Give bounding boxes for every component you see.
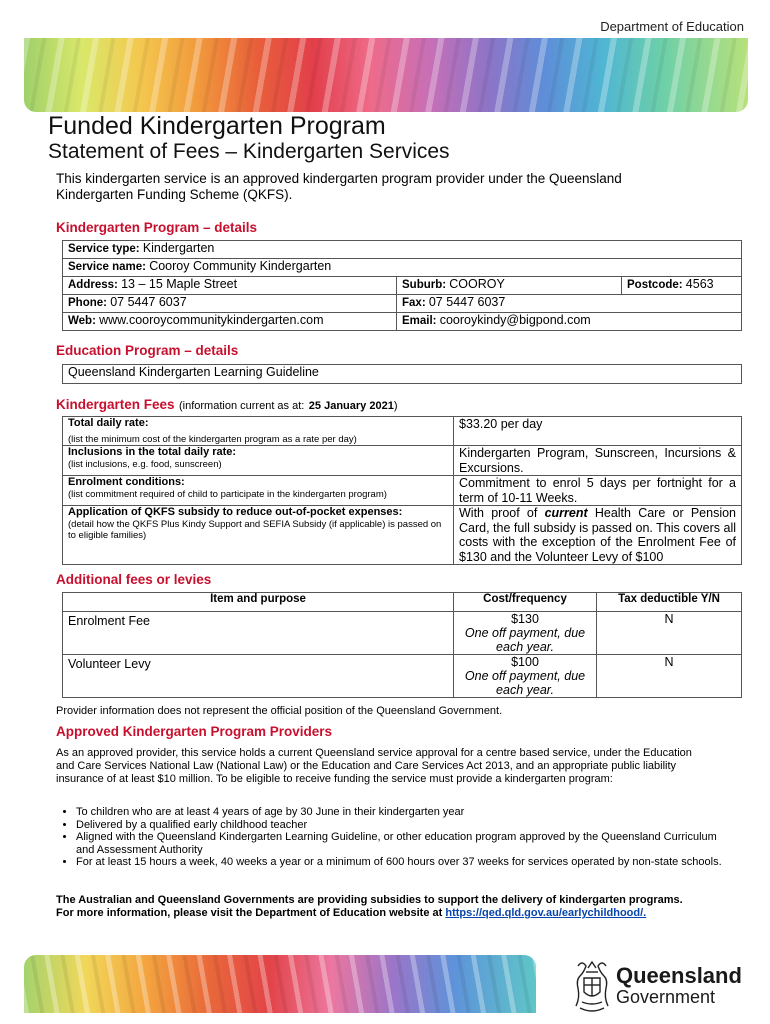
fees-row (63, 476, 742, 506)
queensland-coat-of-arms-icon (570, 958, 614, 1016)
intro-text: This kindergarten service is an approved kindergarten program provider under the Queensland Kindergarten Funding Scheme (QKFS). (56, 171, 622, 202)
levy-frequency: One off payment, due each year. (464, 669, 586, 697)
list-item: • For at least 15 hours a week, 40 weeks a year or a minimum of 600 hours over 37 weeks for services operated by non-state schools. (76, 856, 726, 869)
additional-fees-table (62, 592, 742, 698)
fees-question-cell (63, 476, 454, 506)
fees-row (63, 506, 742, 565)
education-program-value: Queensland Kindergarten Learning Guideline (63, 365, 742, 384)
fees-hint: (list inclusions, e.g. food, sunscreen) (68, 459, 222, 470)
fax-label: Fax: (402, 297, 426, 309)
fees-question: Inclusions in the total daily rate: (68, 446, 237, 458)
phone-label: Phone: (68, 297, 107, 309)
list-item: • Delivered by a qualified early childhood teacher (76, 819, 726, 832)
phone-cell (63, 295, 397, 313)
fees-hint: (list the minimum cost of the kindergarten program as a rate per day) (68, 434, 357, 445)
fees-question-cell (63, 446, 454, 476)
fees-table (62, 416, 742, 565)
approved-providers-heading: Approved Kindergarten Program Providers (56, 724, 333, 739)
fees-question-cell (63, 417, 454, 446)
email-cell (397, 313, 742, 331)
service-type-value: Kindergarten (142, 241, 215, 255)
department-name: Department of Education (600, 19, 744, 34)
fees-answer-pre: With proof of (459, 506, 545, 520)
levy-cost-cell (454, 655, 597, 698)
approved-criteria-list (56, 806, 726, 869)
education-heading: Education Program – details (56, 343, 239, 358)
fees-info-date: 25 January 2021 (308, 400, 394, 412)
fees-question: Total daily rate: (68, 417, 149, 429)
web-label: Web: (68, 315, 96, 327)
web-value: www.cooroycommunitykindergarten.com (99, 313, 324, 327)
education-website-link[interactable]: https://qed.qld.gov.au/earlychildhood/. (445, 907, 647, 919)
fees-hint: (list commitment required of child to participate in the kindergarten program) (68, 489, 387, 500)
suburb-value: COOROY (449, 277, 505, 291)
program-details-heading: Kindergarten Program – details (56, 220, 258, 235)
levy-cost: $100 (511, 655, 539, 669)
brand-queensland: Queensland (616, 963, 742, 988)
footer-banner-texture (24, 955, 536, 1013)
fees-heading: Kindergarten Fees (56, 397, 175, 412)
service-name-label: Service name: (68, 261, 146, 273)
table-row (63, 655, 742, 698)
levy-item: Volunteer Levy (63, 655, 454, 698)
brand-government: Government (616, 987, 716, 1007)
phone-value: 07 5447 6037 (110, 295, 187, 309)
levy-tax: N (597, 612, 742, 655)
postcode-value: 4563 (685, 277, 714, 291)
closing-text: The Australian and Queensland Governments are providing subsidies to support the delivery of kindergarten programs. For more information, please visit the Department of Education website at (56, 894, 683, 919)
address-cell (63, 277, 397, 295)
approved-paragraph: As an approved provider, this service holds a current Queensland service approval for a centre based service, under the Education and Care Services National Law (National Law) or the Education and Care Services Act 2013, and an appropriate public liability insurance of at least $10 million. To be eligible to receive funding the service must provide a kindergarten program: (56, 747, 692, 785)
fees-question-cell (63, 506, 454, 565)
web-cell (63, 313, 397, 331)
postcode-label: Postcode: (627, 279, 683, 291)
column-header-item: Item and purpose (63, 593, 454, 612)
column-header-cost: Cost/frequency (454, 593, 597, 612)
fees-hint: (detail how the QKFS Plus Kindy Support and SEFIA Subsidy (if applicable) is passed on to eligible families) (68, 519, 442, 541)
fees-answer-post: Health Care or Pension Card, the full subsidy is passed on. This covers all costs with the exception of the Enrolment Fee of $130 and the Volunteer Levy of $100 (459, 506, 737, 564)
program-details-table (62, 240, 742, 331)
address-label: Address: (68, 279, 118, 291)
fees-answer-emphasis: current (544, 506, 588, 520)
closing-note (56, 894, 696, 920)
service-type-label: Service type: (68, 243, 140, 255)
additional-fees-heading: Additional fees or levies (56, 572, 212, 587)
email-label: Email: (402, 315, 437, 327)
fees-answer: Kindergarten Program, Sunscreen, Incursions & Excursions. (454, 446, 742, 476)
service-name-cell (63, 259, 742, 277)
header-banner-texture (24, 38, 748, 112)
levy-tax: N (597, 655, 742, 698)
fees-info-suffix: ) (393, 400, 398, 412)
education-table (62, 364, 742, 384)
suburb-label: Suburb: (402, 279, 447, 291)
levy-frequency: One off payment, due each year. (464, 626, 586, 654)
address-value: 13 – 15 Maple Street (121, 277, 238, 291)
table-row (63, 612, 742, 655)
page-title: Funded Kindergarten Program (48, 112, 386, 140)
fax-cell (397, 295, 742, 313)
email-value: cooroykindy@bigpond.com (439, 313, 591, 327)
fees-row (63, 417, 742, 446)
column-header-tax: Tax deductible Y/N (597, 593, 742, 612)
fees-question: Enrolment conditions: (68, 476, 185, 488)
fees-question: Application of QKFS subsidy to reduce out-of-pocket expenses: (68, 506, 403, 518)
disclaimer: Provider information does not represent the official position of the Queensland Government. (56, 705, 503, 717)
levy-item: Enrolment Fee (63, 612, 454, 655)
service-name-value: Cooroy Community Kindergarten (149, 259, 332, 273)
fees-answer: $33.20 per day (454, 417, 742, 446)
fees-answer (454, 506, 742, 565)
levy-cost: $130 (511, 612, 539, 626)
postcode-cell (622, 277, 742, 295)
service-type-cell (63, 241, 742, 259)
fees-heading-line (56, 396, 397, 414)
list-item: • Aligned with the Queensland Kindergarten Learning Guideline, or other education program approved by the Queensland Curriculum and Assessment Authority (76, 831, 726, 856)
fees-answer: Commitment to enrol 5 days per fortnight for a term of 10-11 Weeks. (454, 476, 742, 506)
fax-value: 07 5447 6037 (428, 295, 506, 309)
suburb-cell (397, 277, 622, 295)
levy-cost-cell (454, 612, 597, 655)
list-item: • To children who are at least 4 years of age by 30 June in their kindergarten year (76, 806, 726, 819)
fees-info-prefix: (information current as at: (179, 400, 305, 412)
fees-row (63, 446, 742, 476)
page-subtitle: Statement of Fees – Kindergarten Services (48, 140, 450, 163)
